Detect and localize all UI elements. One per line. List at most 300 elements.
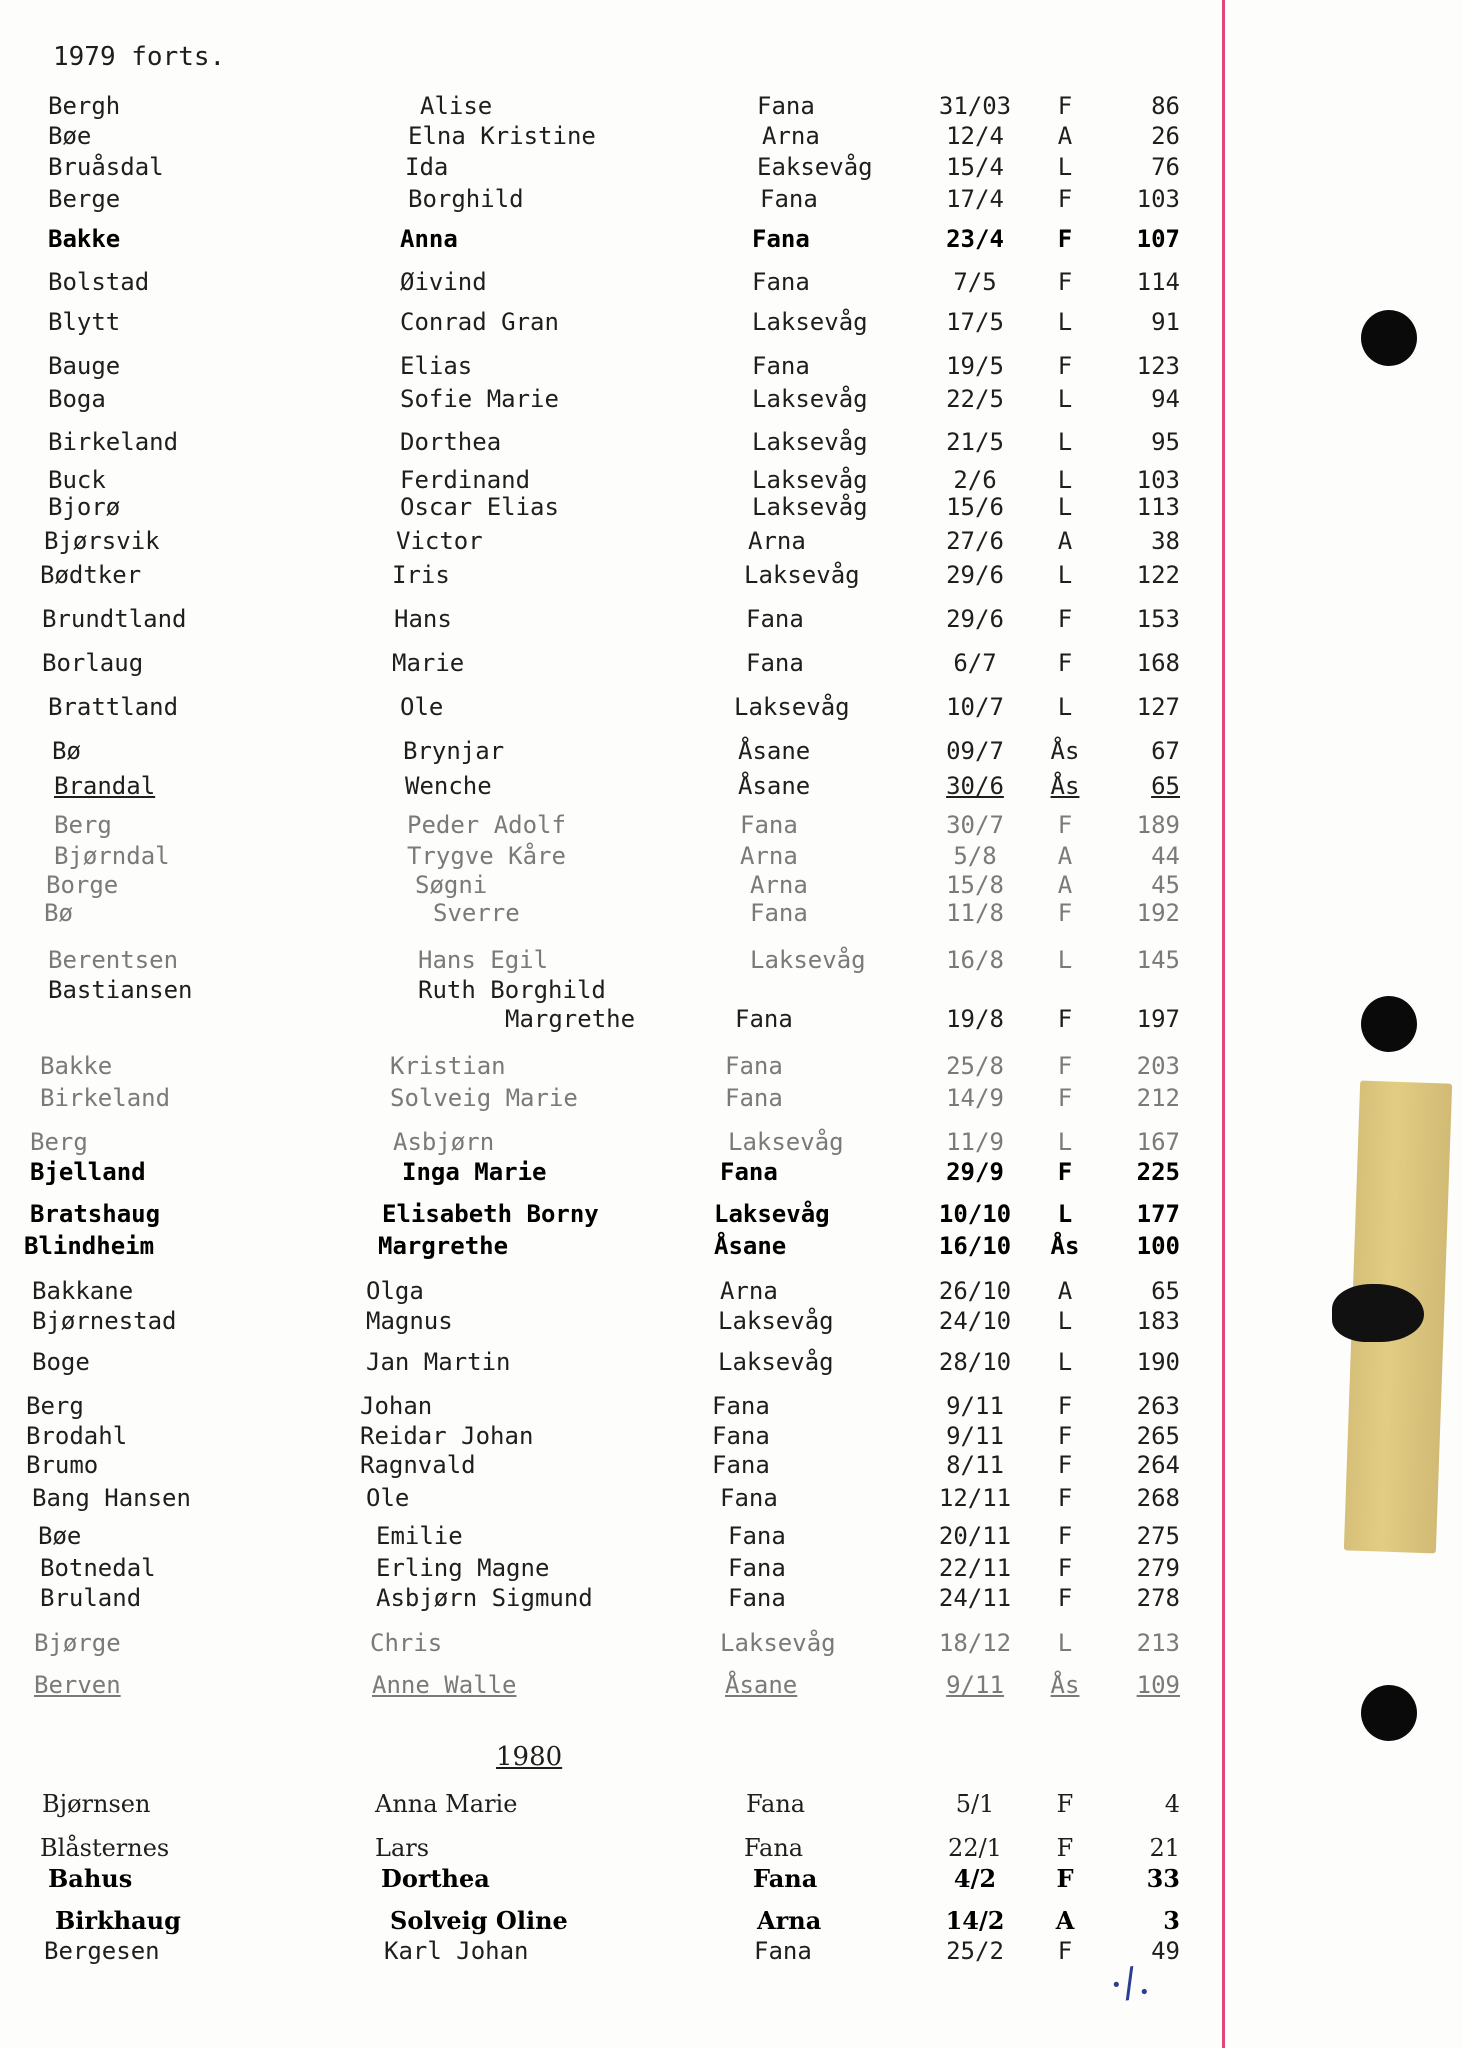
first-name: Solveig Marie — [390, 1084, 578, 1112]
list-item — [0, 1084, 1222, 1114]
parish-code: F — [1057, 1484, 1073, 1512]
record-number: 33 — [1146, 1864, 1180, 1893]
list-item — [0, 772, 1222, 802]
list-item — [0, 1671, 1222, 1701]
date: 31/03 — [938, 92, 1012, 120]
parish-code: L — [1057, 308, 1073, 336]
parish: Fana — [752, 352, 810, 380]
parish: Fana — [712, 1422, 770, 1450]
date: 25/2 — [946, 1937, 1004, 1965]
parish-code: F — [1057, 268, 1073, 296]
list-item — [0, 466, 1222, 496]
parish-code: A — [1057, 122, 1073, 150]
list-item — [0, 352, 1222, 382]
first-name: Margrethe — [505, 1005, 636, 1033]
date: 16/10 — [938, 1232, 1012, 1260]
surname: Bakke — [40, 1052, 113, 1080]
list-item — [0, 1307, 1222, 1337]
parish-code: F — [1057, 605, 1073, 633]
date: 4/2 — [953, 1864, 997, 1893]
record-number: 268 — [1136, 1484, 1180, 1512]
first-name: Sverre — [433, 899, 520, 927]
list-item — [0, 1864, 1222, 1894]
binder-hole-icon — [1361, 996, 1417, 1052]
parish: Laksevåg — [718, 1348, 834, 1376]
first-name: Alise — [420, 92, 493, 120]
parish-code: A — [1057, 842, 1073, 870]
parish: Fana — [712, 1451, 770, 1479]
date: 22/11 — [938, 1554, 1012, 1582]
list-item — [0, 693, 1222, 723]
parish: Laksevåg — [718, 1307, 834, 1335]
date: 26/10 — [938, 1277, 1012, 1305]
surname: Boge — [32, 1348, 90, 1376]
parish-code: Ås — [1050, 1671, 1080, 1699]
parish-code: F — [1057, 1005, 1073, 1033]
date: 9/11 — [946, 1422, 1004, 1450]
date: 22/5 — [946, 385, 1004, 413]
parish-code: L — [1057, 1629, 1073, 1657]
record-number: 94 — [1151, 385, 1180, 413]
parish-code: L — [1057, 466, 1073, 494]
record-number: 183 — [1136, 1307, 1180, 1335]
record-number: 192 — [1136, 899, 1180, 927]
parish: Arna — [740, 842, 798, 870]
surname: Brattland — [48, 693, 179, 721]
record-number: 21 — [1149, 1834, 1180, 1862]
date: 12/11 — [938, 1484, 1012, 1512]
date: 7/5 — [953, 268, 997, 296]
parish: Fana — [728, 1584, 786, 1612]
margin-line — [1222, 0, 1225, 2048]
first-name: Sofie Marie — [400, 385, 559, 413]
parish: Fana — [720, 1158, 778, 1186]
surname: Bøe — [38, 1522, 82, 1550]
record-number: 113 — [1136, 493, 1180, 521]
record-number: 86 — [1151, 92, 1180, 120]
first-name: Erling Magne — [376, 1554, 550, 1582]
record-number: 67 — [1151, 737, 1180, 765]
parish-code: F — [1057, 1392, 1073, 1420]
record-number: 122 — [1136, 561, 1180, 589]
parish: Eaksevåg — [757, 153, 873, 181]
record-number: 95 — [1151, 428, 1180, 456]
list-item — [0, 1158, 1222, 1188]
parish: Åsane — [714, 1232, 787, 1260]
parish: Fana — [757, 92, 815, 120]
parish-code: L — [1057, 946, 1073, 974]
binder-hole-icon — [1361, 310, 1417, 366]
parish: Fana — [725, 1052, 783, 1080]
first-name: Olga — [366, 1277, 424, 1305]
parish: Arna — [750, 871, 808, 899]
date: 2/6 — [953, 466, 997, 494]
date: 24/10 — [938, 1307, 1012, 1335]
first-name: Inga Marie — [402, 1158, 547, 1186]
date: 27/6 — [946, 527, 1004, 555]
first-name: Marie — [392, 649, 465, 677]
first-name: Solveig Oline — [390, 1906, 568, 1935]
record-number: 45 — [1151, 871, 1180, 899]
date: 28/10 — [938, 1348, 1012, 1376]
first-name: Karl Johan — [384, 1937, 529, 1965]
parish-code: A — [1055, 1906, 1075, 1935]
parish: Laksevåg — [752, 385, 868, 413]
list-item — [0, 268, 1222, 298]
record-number: 190 — [1136, 1348, 1180, 1376]
first-name: Oscar Elias — [400, 493, 559, 521]
date: 30/6 — [946, 772, 1004, 800]
date: 14/9 — [946, 1084, 1004, 1112]
date: 12/4 — [946, 122, 1004, 150]
surname: Bahus — [48, 1864, 133, 1893]
surname: Bøe — [48, 122, 92, 150]
record-number: 279 — [1136, 1554, 1180, 1582]
record-number: 264 — [1136, 1451, 1180, 1479]
parish-code: F — [1057, 185, 1073, 213]
first-name: Dorthea — [400, 428, 502, 456]
first-name: Kristian — [390, 1052, 506, 1080]
date: 9/11 — [946, 1392, 1004, 1420]
list-item — [0, 1128, 1222, 1158]
list-item — [0, 1422, 1222, 1452]
record-number: 109 — [1136, 1671, 1180, 1699]
date: 9/11 — [946, 1671, 1004, 1699]
record-number: 213 — [1136, 1629, 1180, 1657]
parish-code: F — [1057, 1451, 1073, 1479]
parish-code: F — [1056, 1790, 1074, 1818]
surname: Bakke — [48, 225, 121, 253]
surname: Bjørnsen — [42, 1790, 151, 1818]
surname: Bergesen — [44, 1937, 160, 1965]
first-name: Elna Kristine — [408, 122, 596, 150]
list-item — [0, 1348, 1222, 1378]
record-number: 38 — [1151, 527, 1180, 555]
surname: Buck — [48, 466, 106, 494]
parish-code: L — [1057, 1200, 1073, 1228]
surname: Borge — [46, 871, 119, 899]
parish: Fana — [725, 1084, 783, 1112]
surname: Borlaug — [42, 649, 144, 677]
list-item — [0, 1834, 1222, 1864]
surname: Brumo — [26, 1451, 99, 1479]
parish-code: A — [1057, 1277, 1073, 1305]
list-item — [0, 527, 1222, 557]
date: 23/4 — [946, 225, 1004, 253]
first-name: Ida — [405, 153, 449, 181]
list-item — [0, 605, 1222, 635]
list-item — [0, 1906, 1222, 1936]
first-name: Anna — [400, 225, 458, 253]
date: 15/4 — [946, 153, 1004, 181]
date: 29/6 — [946, 605, 1004, 633]
surname: Boga — [48, 385, 106, 413]
parish: Fana — [728, 1522, 786, 1550]
record-number: 167 — [1136, 1128, 1180, 1156]
parish: Fana — [754, 1937, 812, 1965]
page-title: 1979 forts. — [53, 42, 226, 72]
parish: Fana — [712, 1392, 770, 1420]
list-item — [0, 225, 1222, 255]
date: 19/8 — [946, 1005, 1004, 1033]
record-number: 168 — [1136, 649, 1180, 677]
date: 29/6 — [946, 561, 1004, 589]
parish: Arna — [762, 122, 820, 150]
date: 09/7 — [946, 737, 1004, 765]
first-name: Brynjar — [403, 737, 505, 765]
first-name: Wenche — [405, 772, 492, 800]
list-item — [0, 1232, 1222, 1262]
parish-code: F — [1057, 649, 1073, 677]
parish: Fana — [720, 1484, 778, 1512]
parish-code: F — [1057, 1584, 1073, 1612]
parish: Åsane — [738, 737, 811, 765]
list-item — [0, 871, 1222, 901]
record-number: 26 — [1151, 122, 1180, 150]
surname: Birkeland — [40, 1084, 171, 1112]
first-name: Lars — [375, 1834, 430, 1862]
parish-code: Ås — [1050, 1232, 1080, 1260]
date: 15/8 — [946, 871, 1004, 899]
list-item — [0, 649, 1222, 679]
first-name: Hans Egil — [418, 946, 549, 974]
parish-code: F — [1057, 1937, 1073, 1965]
parish: Laksevåg — [750, 946, 866, 974]
record-number: 225 — [1136, 1158, 1180, 1186]
record-number: 103 — [1136, 185, 1180, 213]
list-item — [0, 1392, 1222, 1422]
surname: Bjorø — [48, 493, 121, 521]
list-item — [0, 1005, 1222, 1035]
list-item — [0, 1200, 1222, 1230]
surname: Brandal — [54, 772, 156, 800]
date: 20/11 — [938, 1522, 1012, 1550]
first-name: Hans — [394, 605, 452, 633]
parish: Åsane — [738, 772, 811, 800]
date: 11/9 — [946, 1128, 1004, 1156]
first-name: Elisabeth Borny — [382, 1200, 599, 1228]
surname: Berg — [30, 1128, 88, 1156]
surname: Bastiansen — [48, 976, 193, 1004]
parish: Fana — [746, 605, 804, 633]
parish-code: F — [1057, 1554, 1073, 1582]
binder-hole-icon — [1332, 1284, 1424, 1342]
surname: Bjørge — [34, 1629, 121, 1657]
first-name: Anne Walle — [372, 1671, 517, 1699]
list-item — [0, 1484, 1222, 1514]
list-item — [0, 1629, 1222, 1659]
first-name: Dorthea — [381, 1864, 490, 1893]
list-item — [0, 899, 1222, 929]
list-item — [0, 561, 1222, 591]
list-item — [0, 385, 1222, 415]
parish-code: L — [1057, 153, 1073, 181]
date: 17/5 — [946, 308, 1004, 336]
record-number: 197 — [1136, 1005, 1180, 1033]
date: 8/11 — [946, 1451, 1004, 1479]
parish: Laksevåg — [752, 466, 868, 494]
record-number: 44 — [1151, 842, 1180, 870]
parish-code: L — [1057, 385, 1073, 413]
list-item — [0, 1790, 1222, 1820]
record-number: 91 — [1151, 308, 1180, 336]
parish: Laksevåg — [728, 1128, 844, 1156]
record-number: 203 — [1136, 1052, 1180, 1080]
parish-code: F — [1057, 225, 1073, 253]
parish: Arna — [720, 1277, 778, 1305]
list-item — [0, 737, 1222, 767]
surname: Bang Hansen — [32, 1484, 191, 1512]
parish-code: L — [1057, 693, 1073, 721]
first-name: Chris — [370, 1629, 443, 1657]
surname: Bø — [44, 899, 73, 927]
parish: Laksevåg — [752, 308, 868, 336]
record-number: 107 — [1136, 225, 1180, 253]
first-name: Reidar Johan — [360, 1422, 534, 1450]
parish-code: F — [1057, 1084, 1073, 1112]
parish: Fana — [750, 899, 808, 927]
date: 21/5 — [946, 428, 1004, 456]
list-item — [0, 1451, 1222, 1481]
parish: Fana — [746, 1790, 806, 1818]
parish: Fana — [744, 1834, 804, 1862]
surname: Bauge — [48, 352, 121, 380]
parish: Fana — [728, 1554, 786, 1582]
parish: Fana — [760, 185, 818, 213]
date: 10/7 — [946, 693, 1004, 721]
parish-code: F — [1057, 1158, 1073, 1186]
date: 11/8 — [946, 899, 1004, 927]
parish-code: L — [1057, 561, 1073, 589]
first-name: Emilie — [376, 1522, 463, 1550]
parish-code: L — [1057, 1348, 1073, 1376]
date: 22/1 — [948, 1834, 1002, 1862]
first-name: Borghild — [408, 185, 524, 213]
parish-code: A — [1057, 871, 1073, 899]
record-number: 153 — [1136, 605, 1180, 633]
first-name: Iris — [392, 561, 450, 589]
date: 5/1 — [955, 1790, 995, 1818]
parish-code: Ås — [1050, 737, 1080, 765]
first-name: Peder Adolf — [407, 811, 566, 839]
surname: Bjørsvik — [44, 527, 160, 555]
parish-code: F — [1057, 811, 1073, 839]
parish-code: L — [1057, 1307, 1073, 1335]
parish: Åsane — [725, 1671, 798, 1699]
record-number: 177 — [1136, 1200, 1180, 1228]
surname: Blytt — [48, 308, 121, 336]
date: 29/9 — [946, 1158, 1004, 1186]
record-number: 114 — [1136, 268, 1180, 296]
parish-code: L — [1057, 493, 1073, 521]
surname: Bolstad — [48, 268, 150, 296]
list-item — [0, 1522, 1222, 1552]
record-number: 275 — [1136, 1522, 1180, 1550]
parish-code: L — [1057, 1128, 1073, 1156]
parish-code: F — [1057, 352, 1073, 380]
surname: Berg — [54, 811, 112, 839]
parish: Fana — [752, 225, 810, 253]
list-item — [0, 185, 1222, 215]
surname: Blåsternes — [40, 1834, 170, 1862]
surname: Bruland — [40, 1584, 142, 1612]
record-number: 65 — [1151, 1277, 1180, 1305]
first-name: Anna Marie — [375, 1790, 518, 1818]
surname: Brundtland — [42, 605, 187, 633]
parish: Laksevåg — [714, 1200, 830, 1228]
parish-code: F — [1056, 1864, 1074, 1893]
date: 19/5 — [946, 352, 1004, 380]
parish: Arna — [757, 1906, 822, 1935]
record-number: 4 — [1164, 1790, 1180, 1818]
date: 16/8 — [946, 946, 1004, 974]
date: 15/6 — [946, 493, 1004, 521]
surname: Bjørndal — [54, 842, 170, 870]
surname: Bødtker — [40, 561, 142, 589]
surname: Brodahl — [26, 1422, 128, 1450]
surname: Bratshaug — [30, 1200, 161, 1228]
record-number: 278 — [1136, 1584, 1180, 1612]
first-name: Ragnvald — [360, 1451, 476, 1479]
record-number: 189 — [1136, 811, 1180, 839]
list-item — [0, 122, 1222, 152]
parish: Fana — [746, 649, 804, 677]
list-item — [0, 308, 1222, 338]
first-name: Magnus — [366, 1307, 453, 1335]
list-item — [0, 1554, 1222, 1584]
first-name: Margrethe — [378, 1232, 509, 1260]
parish: Fana — [752, 268, 810, 296]
list-item — [0, 153, 1222, 183]
parish-code: A — [1057, 527, 1073, 555]
list-item — [0, 842, 1222, 872]
date: 14/2 — [945, 1906, 1005, 1935]
list-item — [0, 493, 1222, 523]
binder-hole-icon — [1361, 1685, 1417, 1741]
record-number: 212 — [1136, 1084, 1180, 1112]
list-item — [0, 1277, 1222, 1307]
list-item — [0, 976, 1222, 1006]
parish-code: F — [1057, 899, 1073, 927]
date: 5/8 — [953, 842, 997, 870]
section-heading: 1980 — [496, 1742, 563, 1772]
record-number: 49 — [1151, 1937, 1180, 1965]
surname: Bergh — [48, 92, 121, 120]
date: 30/7 — [946, 811, 1004, 839]
first-name: Ole — [400, 693, 444, 721]
first-name: Asbjørn Sigmund — [376, 1584, 593, 1612]
record-number: 103 — [1136, 466, 1180, 494]
parish: Laksevåg — [720, 1629, 836, 1657]
surname: Bø — [52, 737, 81, 765]
record-number: 123 — [1136, 352, 1180, 380]
surname: Berentsen — [48, 946, 179, 974]
first-name: Trygve Kåre — [407, 842, 566, 870]
parish: Fana — [740, 811, 798, 839]
record-number: 100 — [1136, 1232, 1180, 1260]
surname: Bakkane — [32, 1277, 134, 1305]
parish-code: Ås — [1050, 772, 1080, 800]
surname: Berven — [34, 1671, 121, 1699]
parish-code: F — [1057, 1052, 1073, 1080]
record-number: 65 — [1151, 772, 1180, 800]
surname: Berg — [26, 1392, 84, 1420]
surname: Bruåsdal — [48, 153, 164, 181]
list-item — [0, 1584, 1222, 1614]
surname: Birkeland — [48, 428, 179, 456]
list-item — [0, 946, 1222, 976]
record-number: 145 — [1136, 946, 1180, 974]
